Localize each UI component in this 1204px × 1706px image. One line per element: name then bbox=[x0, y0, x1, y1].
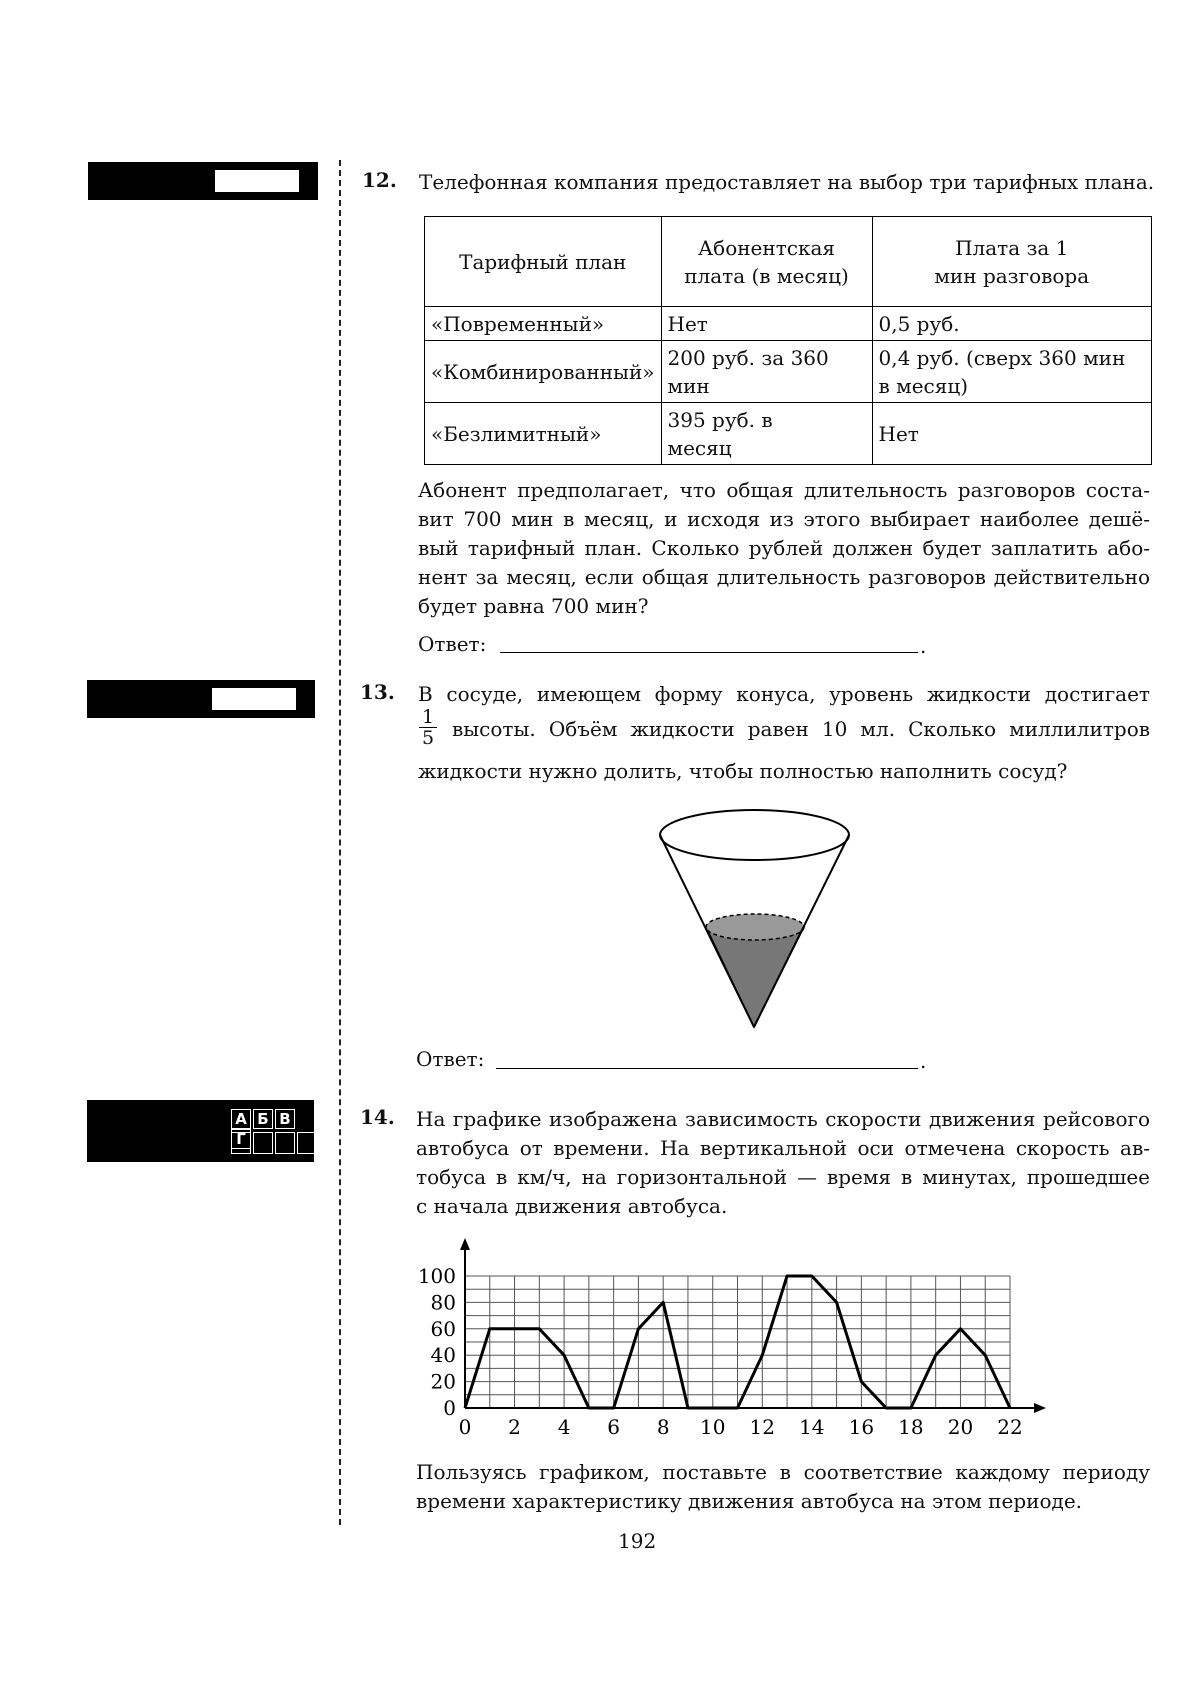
answer-box-14 bbox=[87, 1100, 314, 1162]
task12-answer-label: Ответ: bbox=[418, 632, 487, 656]
table-cell: 0,5 руб. bbox=[872, 307, 1151, 341]
table-cell: «Повременный» bbox=[425, 307, 662, 341]
margin-cut-line bbox=[339, 160, 341, 1525]
table-cell: 0,4 руб. (сверх 360 мин в месяц) bbox=[872, 341, 1151, 403]
cone-liquid bbox=[706, 927, 804, 1027]
task13-answer-field[interactable] bbox=[496, 1068, 918, 1069]
task14-line: автобуса от времени. На вертикальной оси отмечена скорость ав- bbox=[416, 1136, 1150, 1160]
answer-period: . bbox=[920, 1049, 927, 1073]
task14-after-line: времени характеристику движения автобуса на этом периоде. bbox=[416, 1489, 1083, 1513]
answer-box-12 bbox=[88, 162, 318, 200]
fraction-one-fifth bbox=[419, 707, 437, 748]
x-tick-label: 2 bbox=[508, 1415, 521, 1439]
task12-question-line: нент за месяц, если общая длительность разговоров действительно bbox=[418, 565, 1150, 589]
y-tick-label: 20 bbox=[430, 1369, 456, 1394]
y-tick-label: 60 bbox=[430, 1316, 456, 1341]
table-cell: 200 руб. за 360 мин bbox=[661, 341, 872, 403]
task12-question-line: Абонент предполагает, что общая длительность разговоров соста- bbox=[418, 478, 1150, 502]
y-tick-label: 40 bbox=[430, 1343, 456, 1368]
liquid-surface bbox=[706, 914, 804, 940]
answer-period: . bbox=[920, 634, 927, 658]
y-tick-label: 100 bbox=[417, 1264, 456, 1288]
x-tick-label: 6 bbox=[607, 1415, 621, 1439]
table-cell: Нет bbox=[661, 307, 872, 341]
cone-figure bbox=[650, 805, 860, 1035]
table-cell: Нет bbox=[872, 403, 1151, 465]
task12-number: 12. bbox=[362, 168, 397, 192]
fraction-denominator: 5 bbox=[421, 727, 435, 749]
answer-slot-12[interactable] bbox=[213, 168, 301, 194]
table-header: Тарифный план bbox=[425, 217, 662, 307]
abvg-v: В bbox=[275, 1109, 295, 1129]
task14-line: с начала движения автобуса. bbox=[416, 1194, 728, 1218]
task14-number: 14. bbox=[360, 1105, 395, 1129]
x-tick-label: 20 bbox=[947, 1415, 974, 1439]
task13-number: 13. bbox=[360, 680, 395, 704]
y-axis-arrow bbox=[460, 1238, 470, 1250]
y-tick-label: 80 bbox=[430, 1290, 456, 1315]
answer-slot-13[interactable] bbox=[210, 686, 298, 712]
task14-line: На графике изображена зависимость скорости движения рейсового bbox=[416, 1107, 1150, 1131]
cone-rim bbox=[660, 810, 849, 860]
tariff-table bbox=[424, 216, 1152, 465]
task14-after-line: Пользуясь графиком, поставьте в соответствие каждому периоду bbox=[416, 1460, 1150, 1484]
page-number: 192 bbox=[618, 1529, 657, 1553]
abvg-answer-cells[interactable] bbox=[231, 1132, 319, 1154]
task12-intro: Телефонная компания предоставляет на выбор три тарифных плана. bbox=[419, 170, 1155, 194]
speed-time-chart bbox=[400, 1230, 1100, 1440]
table-header-row bbox=[425, 217, 1152, 307]
y-tick-label: 0 bbox=[443, 1396, 456, 1420]
task12-question-line: вый тарифный план. Сколько рублей должен будет заплатить або- bbox=[418, 536, 1150, 560]
task13-line3: жидкости нужно долить, чтобы полностью наполнить сосуд? bbox=[418, 759, 1068, 783]
table-cell: 395 руб. в месяц bbox=[661, 403, 872, 465]
x-tick-label: 0 bbox=[458, 1415, 472, 1439]
table-cell: «Безлимитный» bbox=[425, 403, 662, 465]
task13-answer-label: Ответ: bbox=[416, 1047, 485, 1071]
table-row bbox=[425, 307, 1152, 341]
x-tick-label: 14 bbox=[799, 1415, 825, 1439]
task13-line1: В сосуде, имеющем форму конуса, уровень жидкости достигает bbox=[418, 682, 1150, 706]
x-tick-label: 16 bbox=[848, 1415, 875, 1439]
abvg-b: Б bbox=[253, 1109, 273, 1129]
x-tick-label: 18 bbox=[898, 1415, 924, 1439]
abvg-g: Г bbox=[231, 1129, 251, 1149]
task12-answer-field[interactable] bbox=[500, 652, 918, 653]
task12-question-line: будет равна 700 мин? bbox=[418, 594, 649, 618]
table-row bbox=[425, 403, 1152, 465]
table-header: Плата за 1 мин разговора bbox=[872, 217, 1151, 307]
task12-question-line: вит 700 мин в месяц, и исходя из этого выбирает наиболее дешё- bbox=[418, 507, 1150, 531]
task13-line2: высоты. Объём жидкости равен 10 мл. Сколько миллилитров bbox=[452, 717, 1150, 741]
x-tick-label: 22 bbox=[997, 1415, 1023, 1439]
answer-box-13 bbox=[87, 680, 315, 718]
table-row bbox=[425, 341, 1152, 403]
task14-line: тобуса в км/ч, на горизонтальной — время в минутах, прошедшее bbox=[416, 1165, 1150, 1189]
table-cell: «Комбинированный» bbox=[425, 341, 662, 403]
x-tick-label: 8 bbox=[656, 1415, 670, 1439]
x-tick-label: 12 bbox=[749, 1415, 775, 1439]
x-axis-arrow bbox=[1034, 1403, 1046, 1413]
x-tick-label: 10 bbox=[700, 1415, 726, 1439]
fraction-numerator: 1 bbox=[419, 707, 437, 728]
abvg-a: А bbox=[231, 1109, 251, 1129]
table-header: Абонентская плата (в месяц) bbox=[661, 217, 872, 307]
x-tick-label: 4 bbox=[557, 1415, 571, 1439]
